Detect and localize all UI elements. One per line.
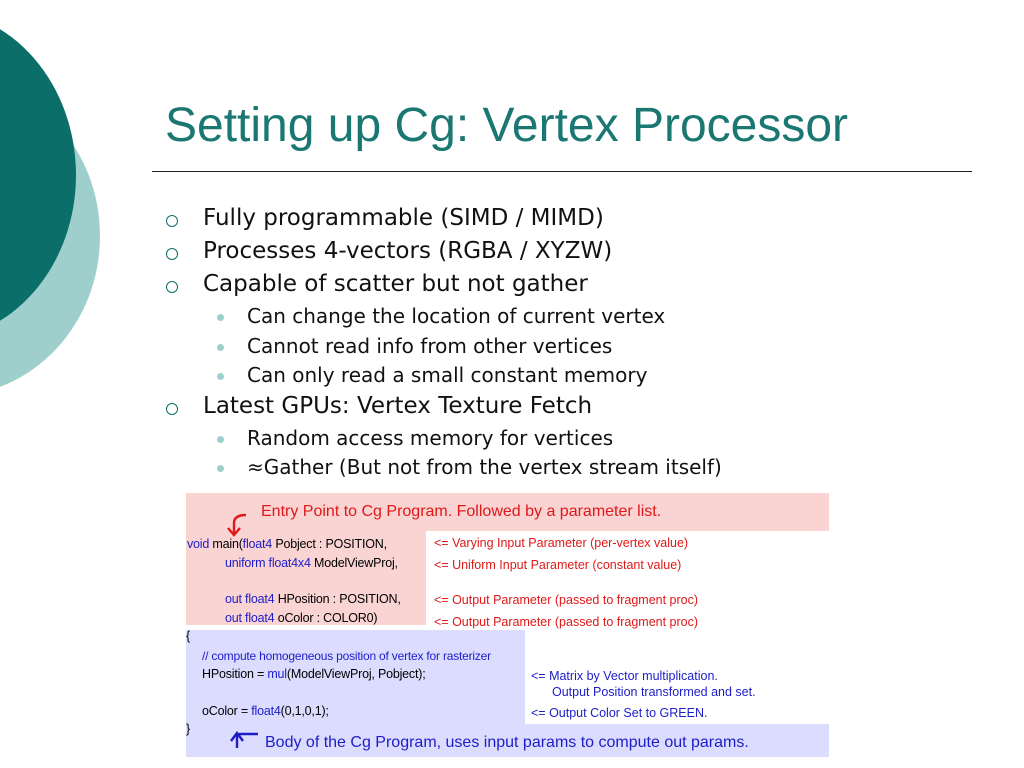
sub-bullet-text: Can change the location of current vertex — [247, 304, 666, 328]
dot-bullet-icon — [217, 373, 224, 380]
code-line: oColor = float4(0,1,0,1); — [202, 704, 329, 718]
annotation-note: <= Output Color Set to GREEN. — [531, 706, 708, 720]
bullet-item — [160, 391, 1000, 424]
annotation-note: <= Output Parameter (passed to fragment proc) — [434, 615, 699, 629]
bullet-item — [160, 236, 1000, 269]
hollow-circle-bullet-icon — [166, 281, 178, 293]
code-line: { — [186, 629, 190, 643]
bullet-item — [160, 269, 1000, 302]
slide-title: Setting up Cg: Vertex Processor — [165, 99, 849, 152]
header-caption: Entry Point to Cg Program. Followed by a parameter list. — [261, 503, 662, 520]
sub-bullet-item — [160, 332, 1000, 362]
hollow-circle-bullet-icon — [166, 403, 178, 415]
dot-bullet-icon — [217, 344, 224, 351]
sub-bullet-text: Random access memory for vertices — [247, 425, 614, 450]
annotation-note: <= Matrix by Vector multiplication. — [531, 669, 718, 683]
curved-arrow-down-icon — [226, 511, 258, 537]
sub-bullet-text: Cannot read info from other vertices — [247, 333, 613, 358]
sub-bullet-text: ≈Gather (But not from the vertex stream itself) — [247, 455, 722, 479]
curved-arrow-up-icon — [228, 729, 260, 751]
title-divider — [152, 171, 972, 172]
dot-bullet-icon — [217, 465, 224, 472]
annotation-note: <= Uniform Input Parameter (constant value) — [434, 558, 682, 572]
sub-bullet-item — [160, 424, 1000, 454]
annotation-note: <= Varying Input Parameter (per-vertex value) — [434, 536, 689, 550]
code-line: uniform float4x4 ModelViewProj, — [225, 556, 398, 570]
sub-bullet-text: Can only read a small constant memory — [247, 363, 648, 387]
annotation-note: Output Position transformed and set. — [552, 685, 756, 699]
annotation-note: <= Output Parameter (passed to fragment proc) — [434, 593, 699, 607]
dot-bullet-icon — [217, 436, 224, 443]
code-comment: // compute homogeneous position of vertex for rasterizer — [202, 649, 491, 663]
bullet-text: Capable of scatter but not gather — [203, 271, 588, 297]
bullet-item — [160, 203, 1000, 236]
hollow-circle-bullet-icon — [166, 215, 178, 227]
code-line: } — [186, 722, 190, 736]
dot-bullet-icon — [217, 314, 224, 321]
bullet-list — [160, 203, 1000, 483]
code-line: HPosition = mul(ModelViewProj, Pobject); — [202, 667, 426, 681]
hollow-circle-bullet-icon — [166, 248, 178, 260]
code-line: out float4 HPosition : POSITION, — [225, 592, 401, 606]
footer-caption: Body of the Cg Program, uses input params to compute out params. — [265, 734, 749, 751]
sub-bullet-item — [160, 453, 1000, 483]
sub-bullet-item — [160, 361, 1000, 391]
code-line: out float4 oColor : COLOR0) — [225, 611, 378, 625]
code-line: void main(float4 Pobject : POSITION, — [187, 537, 387, 551]
sub-bullet-item — [160, 302, 1000, 332]
bullet-text: Processes 4-vectors (RGBA / XYZW) — [203, 238, 613, 264]
bullet-text: Fully programmable (SIMD / MIMD) — [203, 205, 604, 231]
bullet-text: Latest GPUs: Vertex Texture Fetch — [203, 392, 593, 419]
cg-code-figure — [186, 493, 829, 757]
